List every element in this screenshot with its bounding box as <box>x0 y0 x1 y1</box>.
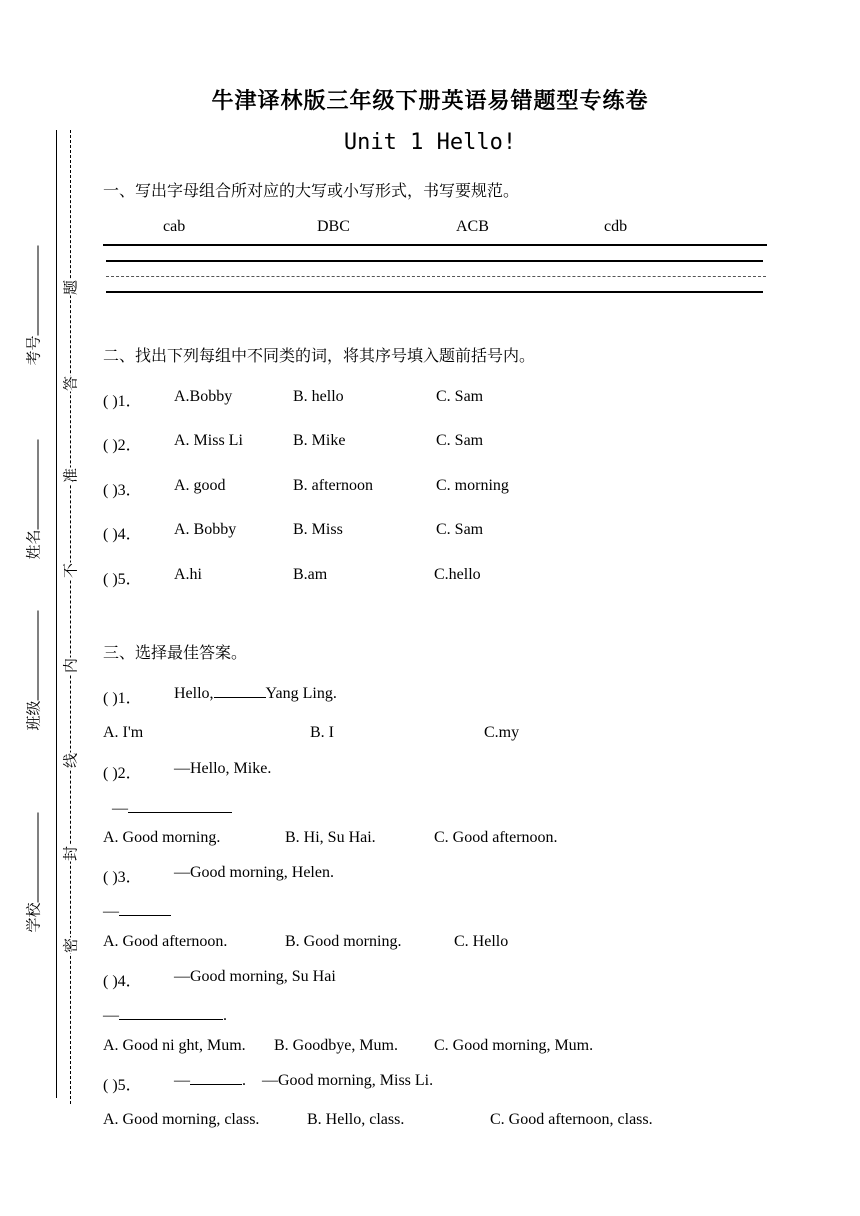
option-b: B. Hello, class. <box>307 1111 405 1128</box>
question-number[interactable]: ( )3． <box>103 482 142 499</box>
answer-line <box>103 1007 227 1025</box>
answer-blank[interactable] <box>214 697 266 698</box>
seal-char: 不 <box>61 563 80 579</box>
option-b: B. Miss <box>293 521 343 538</box>
option-a: A. I'm <box>103 724 144 741</box>
school-field <box>23 803 44 933</box>
writing-line[interactable] <box>106 260 763 262</box>
margin-dashed-line <box>70 130 71 1104</box>
name-label: 姓名 <box>24 529 43 560</box>
answer-blank[interactable] <box>190 1084 242 1085</box>
letter-group: ACB <box>456 218 489 235</box>
option-c: C. morning <box>436 477 509 494</box>
option-b: B. Mike <box>293 432 346 449</box>
dash: — <box>103 903 119 920</box>
name-blank[interactable] <box>38 439 39 529</box>
option-c: C. Good morning, Mum. <box>434 1037 594 1054</box>
question-number[interactable]: ( )5． <box>103 1077 142 1094</box>
question-text <box>174 1072 433 1090</box>
name-field <box>23 430 44 560</box>
class-blank[interactable] <box>38 610 39 700</box>
question-number[interactable]: ( )4． <box>103 973 142 990</box>
option-c: C.hello <box>434 566 481 583</box>
question-text <box>174 685 337 703</box>
school-blank[interactable] <box>38 812 39 902</box>
margin-solid-line <box>56 130 57 1098</box>
dash: — <box>112 800 128 817</box>
answer-blank[interactable] <box>119 1019 223 1020</box>
letter-group: DBC <box>317 218 350 235</box>
section3-heading: 三、选择最佳答案。 <box>103 643 248 662</box>
seal-char: 答 <box>61 376 80 392</box>
writing-line-top <box>103 244 767 246</box>
question-text-part: Yang Ling. <box>265 685 337 702</box>
question-number[interactable]: ( )4． <box>103 526 142 543</box>
period: . <box>223 1007 227 1024</box>
option-a: A. good <box>174 477 226 494</box>
question-number[interactable]: ( )1． <box>103 393 142 410</box>
class-label: 班级 <box>24 700 43 731</box>
exam-number-blank[interactable] <box>38 245 39 335</box>
period: . <box>242 1072 246 1089</box>
option-a: A. Bobby <box>174 521 237 538</box>
option-c: C. Hello <box>454 933 509 950</box>
option-c: C. Sam <box>436 521 484 538</box>
option-b: B. afternoon <box>293 477 373 494</box>
option-b: B. Hi, Su Hai. <box>285 829 376 846</box>
option-a: A.Bobby <box>174 388 233 405</box>
section1-heading: 一、写出字母组合所对应的大写或小写形式，书写要规范。 <box>103 181 520 200</box>
option-a: A. Good ni ght, Mum. <box>103 1037 246 1054</box>
page-title: 牛津译林版三年级下册英语易错题型专练卷 <box>211 89 649 114</box>
exam-number-field <box>23 236 44 366</box>
option-a: A. Good afternoon. <box>103 933 228 950</box>
question-number[interactable]: ( )1． <box>103 690 142 707</box>
option-b: B.am <box>293 566 328 583</box>
option-b: B. I <box>310 724 334 741</box>
question-text: —Hello, Mike. <box>174 760 272 777</box>
question-number[interactable]: ( )2． <box>103 765 142 782</box>
class-field <box>23 601 44 731</box>
answer-line <box>112 800 232 818</box>
seal-char: 密 <box>61 938 80 954</box>
option-b: B. hello <box>293 388 344 405</box>
question-number[interactable]: ( )2． <box>103 437 142 454</box>
option-b: B. Goodbye, Mum. <box>274 1037 398 1054</box>
letter-group: cdb <box>604 218 628 235</box>
answer-blank[interactable] <box>119 915 171 916</box>
writing-line-dashed <box>106 276 766 277</box>
option-a: A. Good morning. <box>103 829 221 846</box>
option-c: C. Sam <box>436 388 484 405</box>
section2-heading: 二、找出下列每组中不同类的词，将其序号填入题前括号内。 <box>103 346 536 365</box>
dash: — <box>103 1007 119 1024</box>
option-a: A.hi <box>174 566 202 583</box>
question-number[interactable]: ( )5． <box>103 571 142 588</box>
writing-line-bottom[interactable] <box>106 291 763 293</box>
question-number[interactable]: ( )3． <box>103 869 142 886</box>
page-subtitle: Unit 1 Hello! <box>343 130 517 155</box>
seal-char: 线 <box>61 753 80 769</box>
question-text: —Good morning, Helen. <box>174 864 334 881</box>
letter-group: cab <box>163 218 186 235</box>
option-c: C. Good afternoon, class. <box>490 1111 653 1128</box>
option-c: C. Good afternoon. <box>434 829 558 846</box>
answer-blank[interactable] <box>128 812 232 813</box>
option-b: B. Good morning. <box>285 933 402 950</box>
seal-char: 准 <box>61 468 80 484</box>
option-a: A. Good morning, class. <box>103 1111 260 1128</box>
question-text-part: —Good morning, Miss Li. <box>262 1072 434 1089</box>
seal-char: 内 <box>61 658 80 674</box>
option-c: C.my <box>484 724 520 741</box>
option-c: C. Sam <box>436 432 484 449</box>
answer-line <box>103 903 171 921</box>
option-a: A. Miss Li <box>174 432 243 449</box>
school-label: 学校 <box>24 902 43 933</box>
question-text: —Good morning, Su Hai <box>174 968 336 985</box>
seal-char: 封 <box>61 846 80 862</box>
question-text-part: Hello, <box>174 685 214 702</box>
dash: — <box>174 1072 190 1089</box>
exam-number-label: 考号 <box>24 335 43 366</box>
seal-char: 题 <box>61 280 80 296</box>
